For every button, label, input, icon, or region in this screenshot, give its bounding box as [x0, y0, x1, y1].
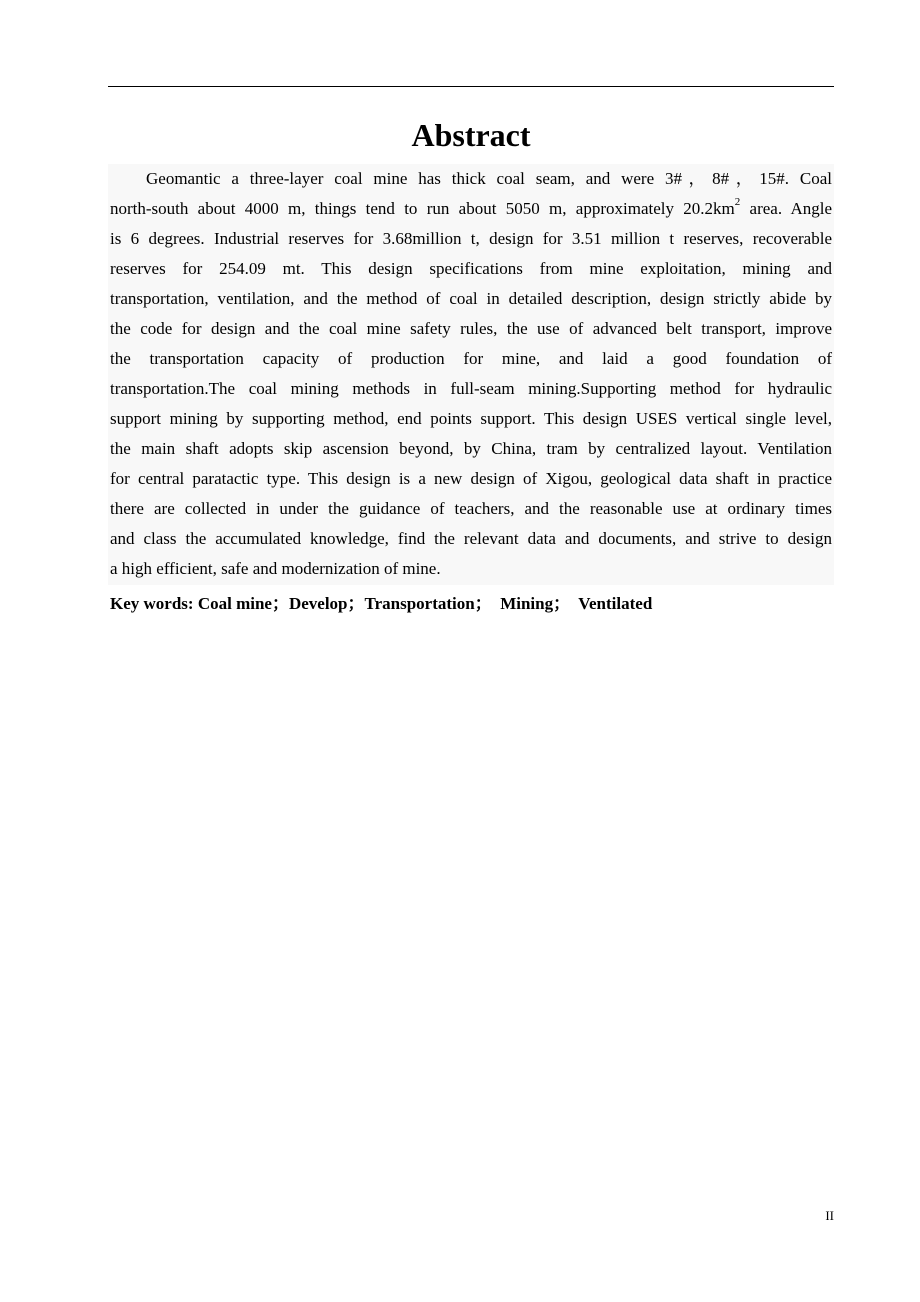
abstract-line: for central paratactic type. This design is a new design of Xigou, geological data shaft in practice [110, 469, 832, 488]
header-rule [108, 86, 834, 87]
abstract-line: is 6 degrees. Industrial reserves for 3.68million t, design for 3.51 million t reserves, recoverable [110, 229, 832, 248]
abstract-line: there are collected in under the guidance of teachers, and the reasonable use at ordinary times [110, 499, 832, 518]
page-number: II [825, 1208, 834, 1223]
abstract-line: reserves for 254.09 mt. This design specifications from mine exploitation, mining and [110, 259, 832, 278]
abstract-line-text: north-south about 4000 m, things tend to run about 5050 m, approximately 20.2km [110, 199, 735, 218]
abstract-line: transportation, ventilation, and the method of coal in detailed description, design strictly abide by [110, 289, 832, 308]
abstract-line: Geomantic a three-layer coal mine has thick coal seam, and were 3#，8#，15#. Coal [146, 169, 832, 188]
abstract-line: transportation.The coal mining methods in full-seam mining.Supporting method for hydraulic [110, 379, 832, 398]
abstract-body [108, 164, 834, 585]
keywords: Key words: Coal mine；Develop；Transportation； Mining； Ventilated [110, 594, 653, 613]
abstract-title: Abstract [411, 117, 531, 153]
abstract-line-tail: area. Angle [740, 199, 833, 218]
abstract-line: support mining by supporting method, end points support. This design USES vertical single level, [110, 409, 832, 428]
abstract-line [110, 194, 832, 224]
abstract-line: and class the accumulated knowledge, find the relevant data and documents, and strive to design [110, 529, 832, 548]
abstract-line: the transportation capacity of production for mine, and laid a good foundation of [110, 349, 832, 368]
abstract-line: the code for design and the coal mine safety rules, the use of advanced belt transport, improve [110, 319, 832, 338]
abstract-line: the main shaft adopts skip ascension beyond, by China, tram by centralized layout. Ventilation [110, 439, 832, 458]
superscript: 2 [734, 196, 741, 209]
abstract-line: a high efficient, safe and modernization of mine. [110, 559, 441, 578]
